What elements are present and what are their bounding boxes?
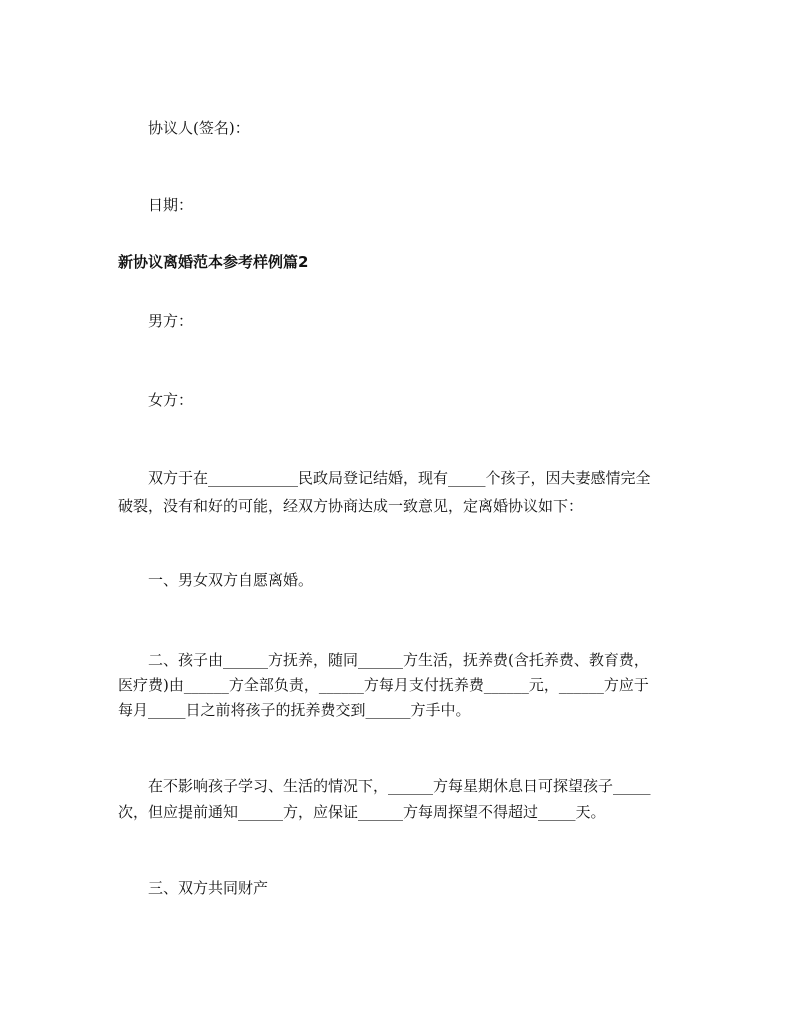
clause-3: 三、双方共同财产 (148, 879, 269, 897)
signature-label: 协议人(签名)： (148, 119, 250, 137)
clause-2-line-1: 二、孩子由______方抚养，随同______方生活，抚养费(含托养费、教育费， (148, 651, 649, 669)
male-party-label: 男方： (148, 312, 194, 330)
female-party-label: 女方： (148, 391, 194, 409)
date-label: 日期： (148, 196, 194, 214)
clause-1: 一、男女双方自愿离婚。 (148, 571, 314, 589)
section-title: 新协议离婚范本参考样例篇2 (118, 253, 309, 271)
intro-paragraph-line-2: 破裂，没有和好的可能，经双方协商达成一致意见，定离婚协议如下： (118, 497, 584, 515)
visit-paragraph-line-2: 次，但应提前通知______方，应保证______方每周探望不得超过_____天。 (118, 803, 606, 821)
clause-2-line-2: 医疗费)由______方全部负责，______方每月支付抚养费______元，______方应于 (118, 676, 649, 694)
visit-paragraph-line-1: 在不影响孩子学习、生活的情况下，______方每星期休息日可探望孩子_____ (148, 777, 651, 795)
clause-2-line-3: 每月_____日之前将孩子的抚养费交到______方手中。 (118, 701, 471, 719)
intro-paragraph-line-1: 双方于在____________民政局登记结婚，现有_____个孩子，因夫妻感情完全 (148, 469, 651, 487)
